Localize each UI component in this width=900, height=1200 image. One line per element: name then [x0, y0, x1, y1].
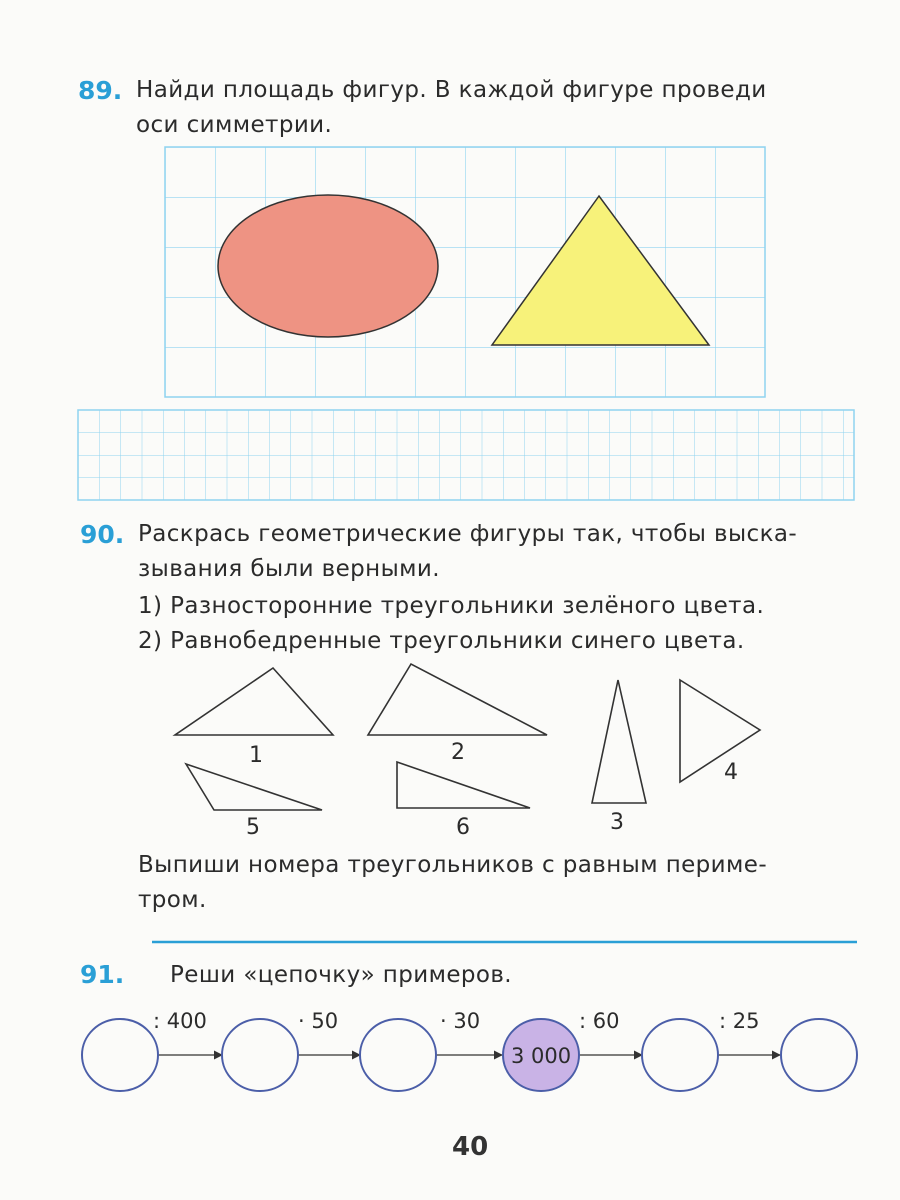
- task-90-line2: зывания были верными.: [138, 556, 440, 582]
- task-89-line1: Найди площадь фигур. В каждой фигуре проведи: [136, 77, 767, 103]
- chain-op-1: : 400: [153, 1009, 207, 1033]
- task-90-item2: 2) Равнобедренные треугольники синего цвета.: [138, 628, 745, 654]
- triangle-label-3: 3: [610, 810, 624, 835]
- ellipse-shape: [218, 195, 438, 337]
- chain-op-2: · 50: [298, 1009, 339, 1033]
- chain-known-value: 3 000: [510, 1044, 572, 1068]
- task-90-question-line1: Выпиши номера треугольников с равным периме-: [138, 852, 768, 878]
- task-90-item1: 1) Разносторонние треугольники зелёного цвета.: [138, 593, 765, 619]
- triangle-6[interactable]: [397, 762, 530, 808]
- task-91-text: Реши «цепочку» примеров.: [170, 962, 513, 988]
- triangle-label-6: 6: [456, 815, 470, 840]
- chain-op-4: : 60: [579, 1009, 620, 1033]
- triangle-1[interactable]: [175, 668, 333, 735]
- chain-circle-2[interactable]: [222, 1019, 298, 1091]
- triangle-2[interactable]: [368, 664, 547, 735]
- page-number: 40: [452, 1132, 489, 1162]
- triangle-3[interactable]: [592, 680, 646, 803]
- chain-op-3: · 30: [440, 1009, 481, 1033]
- task-90-line1: Раскрась геометрические фигуры так, чтобы выска-: [138, 521, 798, 547]
- triangle-5[interactable]: [186, 764, 322, 810]
- task-89-number: 89.: [78, 76, 123, 105]
- chain-circle-3[interactable]: [360, 1019, 436, 1091]
- task-90-number: 90.: [80, 520, 125, 549]
- chain-circle-1[interactable]: [82, 1019, 158, 1091]
- triangle-label-5: 5: [246, 815, 260, 840]
- triangle-4[interactable]: [680, 680, 760, 782]
- triangle-label-1: 1: [249, 743, 263, 768]
- chain-circle-5[interactable]: [642, 1019, 718, 1091]
- chain-circle-6[interactable]: [781, 1019, 857, 1091]
- answer-grid: [78, 410, 854, 500]
- triangle-label-2: 2: [451, 740, 465, 765]
- task-90-question-line2: тром.: [138, 887, 207, 913]
- triangle-label-4: 4: [724, 760, 738, 785]
- task-89-line2: оси симметрии.: [136, 112, 333, 138]
- task-91-number: 91.: [80, 960, 125, 989]
- chain-op-5: : 25: [719, 1009, 760, 1033]
